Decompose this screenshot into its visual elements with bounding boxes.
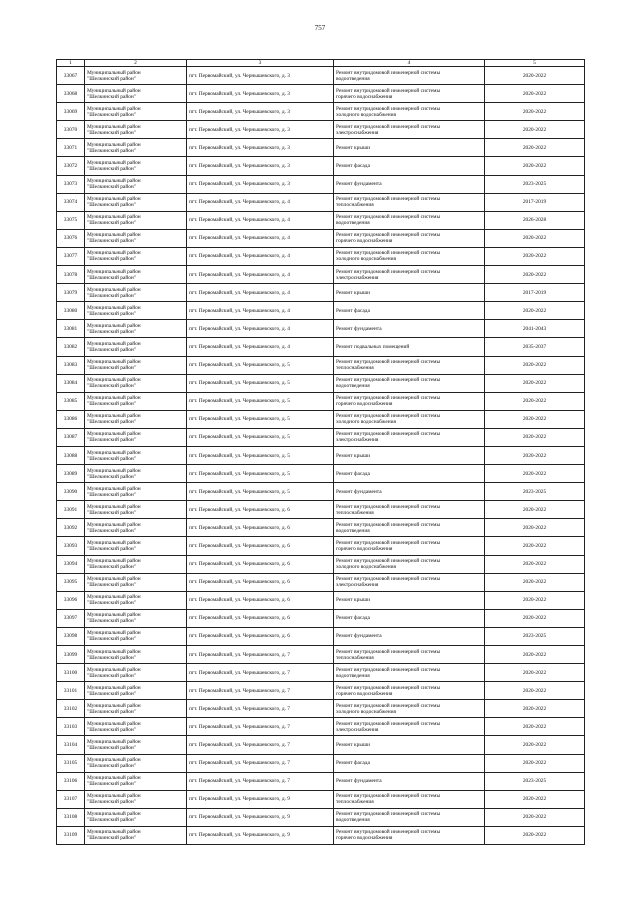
work-type-cell: Ремонт внутридомовой инженерной системы электроснабжения: [334, 428, 485, 446]
row-number-cell: 33076: [57, 229, 85, 247]
table-row: [57, 229, 585, 247]
municipality-cell: Муниципальный район "Шелкинский район": [85, 664, 187, 682]
period-cell: 2023-2025: [485, 772, 585, 790]
row-number-cell: 33070: [57, 121, 85, 139]
address-cell: пгт. Первомайский, ул. Чернышевского, д. 6: [187, 627, 334, 645]
table-row: [57, 446, 585, 464]
row-number-cell: 33104: [57, 736, 85, 754]
address-cell: пгт. Первомайский, ул. Чернышевского, д. 5: [187, 446, 334, 464]
work-type-cell: Ремонт внутридомовой инженерной системы горячего водоснабжения: [334, 229, 485, 247]
address-cell: пгт. Первомайский, ул. Чернышевского, д. 7: [187, 646, 334, 664]
municipality-cell: Муниципальный район "Шелкинский район": [85, 67, 187, 85]
address-cell: пгт. Первомайский, ул. Чернышевского, д. 5: [187, 465, 334, 483]
address-cell: пгт. Первомайский, ул. Чернышевского, д. 5: [187, 374, 334, 392]
work-type-cell: Ремонт фасада: [334, 465, 485, 483]
period-cell: 2023-2025: [485, 175, 585, 193]
municipality-cell: Муниципальный район "Шелкинский район": [85, 627, 187, 645]
address-cell: пгт. Первомайский, ул. Чернышевского, д. 5: [187, 410, 334, 428]
row-number-cell: 33099: [57, 646, 85, 664]
table-row: [57, 483, 585, 501]
period-cell: 2020-2022: [485, 374, 585, 392]
address-cell: пгт. Первомайский, ул. Чернышевского, д. 4: [187, 284, 334, 302]
period-cell: 2020-2022: [485, 537, 585, 555]
address-cell: пгт. Первомайский, ул. Чернышевского, д. 4: [187, 266, 334, 284]
table-row: [57, 736, 585, 754]
table-row: [57, 392, 585, 410]
row-number-cell: 33071: [57, 139, 85, 157]
period-cell: 2023-2025: [485, 627, 585, 645]
work-type-cell: Ремонт крыши: [334, 736, 485, 754]
table-row: [57, 338, 585, 356]
municipality-cell: Муниципальный район "Шелкинский район": [85, 465, 187, 483]
table-row: [57, 627, 585, 645]
municipality-cell: Муниципальный район "Шелкинский район": [85, 211, 187, 229]
period-cell: 2020-2022: [485, 85, 585, 103]
municipality-cell: Муниципальный район "Шелкинский район": [85, 410, 187, 428]
row-number-cell: 33084: [57, 374, 85, 392]
table-row: [57, 320, 585, 338]
table-row: [57, 537, 585, 555]
page-number: 757: [314, 24, 326, 32]
work-type-cell: Ремонт внутридомовой инженерной системы водоотведения: [334, 374, 485, 392]
row-number-cell: 33106: [57, 772, 85, 790]
work-type-cell: Ремонт фасада: [334, 609, 485, 627]
row-number-cell: 33091: [57, 501, 85, 519]
period-cell: 2020-2022: [485, 392, 585, 410]
municipality-cell: Муниципальный район "Шелкинский район": [85, 266, 187, 284]
address-cell: пгт. Первомайский, ул. Чернышевского, д. 3: [187, 85, 334, 103]
row-number-cell: 33079: [57, 284, 85, 302]
work-type-cell: Ремонт внутридомовой инженерной системы теплоснабжения: [334, 790, 485, 808]
municipality-cell: Муниципальный район "Шелкинский район": [85, 428, 187, 446]
table-row: [57, 573, 585, 591]
municipality-cell: Муниципальный район "Шелкинский район": [85, 338, 187, 356]
period-cell: 2020-2022: [485, 718, 585, 736]
municipality-cell: Муниципальный район "Шелкинский район": [85, 519, 187, 537]
table-row: [57, 609, 585, 627]
address-cell: пгт. Первомайский, ул. Чернышевского, д. 7: [187, 772, 334, 790]
address-cell: пгт. Первомайский, ул. Чернышевского, д. 9: [187, 790, 334, 808]
municipality-cell: Муниципальный район "Шелкинский район": [85, 229, 187, 247]
table-row: [57, 247, 585, 265]
row-number-cell: 33100: [57, 664, 85, 682]
period-cell: 2017-2019: [485, 193, 585, 211]
row-number-cell: 33089: [57, 465, 85, 483]
address-cell: пгт. Первомайский, ул. Чернышевского, д. 6: [187, 519, 334, 537]
address-cell: пгт. Первомайский, ул. Чернышевского, д. 4: [187, 338, 334, 356]
row-number-cell: 33108: [57, 808, 85, 826]
row-number-cell: 33094: [57, 555, 85, 573]
row-number-cell: 33087: [57, 428, 85, 446]
address-cell: пгт. Первомайский, ул. Чернышевского, д. 3: [187, 103, 334, 121]
work-type-cell: Ремонт фасада: [334, 157, 485, 175]
address-cell: пгт. Первомайский, ул. Чернышевского, д. 3: [187, 139, 334, 157]
period-cell: 2020-2022: [485, 121, 585, 139]
period-cell: 2020-2022: [485, 754, 585, 772]
work-type-cell: Ремонт внутридомовой инженерной системы холодного водоснабжения: [334, 410, 485, 428]
period-cell: 2023-2025: [485, 483, 585, 501]
municipality-cell: Муниципальный район "Шелкинский район": [85, 718, 187, 736]
period-cell: 2020-2022: [485, 501, 585, 519]
municipality-cell: Муниципальный район "Шелкинский район": [85, 537, 187, 555]
table-row: [57, 808, 585, 826]
column-header: 1: [57, 60, 85, 67]
table-row: [57, 356, 585, 374]
work-type-cell: Ремонт внутридомовой инженерной системы горячего водоснабжения: [334, 85, 485, 103]
table-row: [57, 193, 585, 211]
address-cell: пгт. Первомайский, ул. Чернышевского, д. 9: [187, 808, 334, 826]
municipality-cell: Муниципальный район "Шелкинский район": [85, 175, 187, 193]
row-number-cell: 33095: [57, 573, 85, 591]
row-number-cell: 33080: [57, 302, 85, 320]
row-number-cell: 33082: [57, 338, 85, 356]
address-cell: пгт. Первомайский, ул. Чернышевского, д. 6: [187, 591, 334, 609]
period-cell: 2020-2022: [485, 736, 585, 754]
row-number-cell: 33081: [57, 320, 85, 338]
period-cell: 2020-2022: [485, 826, 585, 844]
period-cell: 2020-2022: [485, 302, 585, 320]
address-cell: пгт. Первомайский, ул. Чернышевского, д. 7: [187, 664, 334, 682]
address-cell: пгт. Первомайский, ул. Чернышевского, д. 5: [187, 356, 334, 374]
row-number-cell: 33107: [57, 790, 85, 808]
row-number-cell: 33088: [57, 446, 85, 464]
municipality-cell: Муниципальный район "Шелкинский район": [85, 356, 187, 374]
municipality-cell: Муниципальный район "Шелкинский район": [85, 320, 187, 338]
table-row: [57, 591, 585, 609]
table-row: [57, 718, 585, 736]
work-type-cell: Ремонт внутридомовой инженерной системы теплоснабжения: [334, 193, 485, 211]
work-type-cell: Ремонт внутридомовой инженерной системы горячего водоснабжения: [334, 826, 485, 844]
column-header: 4: [334, 60, 485, 67]
work-type-cell: Ремонт крыши: [334, 139, 485, 157]
municipality-cell: Муниципальный район "Шелкинский район": [85, 808, 187, 826]
municipality-cell: Муниципальный район "Шелкинский район": [85, 374, 187, 392]
work-type-cell: Ремонт фундамента: [334, 627, 485, 645]
work-type-cell: Ремонт фундамента: [334, 320, 485, 338]
address-cell: пгт. Первомайский, ул. Чернышевского, д. 6: [187, 501, 334, 519]
period-cell: 2020-2022: [485, 247, 585, 265]
municipality-cell: Муниципальный район "Шелкинский район": [85, 555, 187, 573]
table-row: [57, 157, 585, 175]
work-type-cell: Ремонт внутридомовой инженерной системы холодного водоснабжения: [334, 700, 485, 718]
municipality-cell: Муниципальный район "Шелкинский район": [85, 501, 187, 519]
table-row: [57, 121, 585, 139]
period-cell: 2020-2022: [485, 67, 585, 85]
row-number-cell: 33068: [57, 85, 85, 103]
table-row: [57, 519, 585, 537]
work-type-cell: Ремонт внутридомовой инженерной системы горячего водоснабжения: [334, 392, 485, 410]
work-type-cell: Ремонт внутридомовой инженерной системы электроснабжения: [334, 266, 485, 284]
work-type-cell: Ремонт внутридомовой инженерной системы электроснабжения: [334, 718, 485, 736]
address-cell: пгт. Первомайский, ул. Чернышевского, д. 5: [187, 392, 334, 410]
municipality-cell: Муниципальный район "Шелкинский район": [85, 736, 187, 754]
row-number-cell: 33093: [57, 537, 85, 555]
table-row: [57, 682, 585, 700]
column-header: 3: [187, 60, 334, 67]
period-cell: 2020-2022: [485, 664, 585, 682]
period-cell: 2026-2028: [485, 211, 585, 229]
municipality-cell: Муниципальный район "Шелкинский район": [85, 446, 187, 464]
period-cell: 2020-2022: [485, 555, 585, 573]
municipality-cell: Муниципальный район "Шелкинский район": [85, 573, 187, 591]
row-number-cell: 33109: [57, 826, 85, 844]
table-row: [57, 555, 585, 573]
address-cell: пгт. Первомайский, ул. Чернышевского, д. 3: [187, 175, 334, 193]
row-number-cell: 33072: [57, 157, 85, 175]
work-type-cell: Ремонт фасада: [334, 754, 485, 772]
work-type-cell: Ремонт фундамента: [334, 772, 485, 790]
work-type-cell: Ремонт внутридомовой инженерной системы водоотведения: [334, 211, 485, 229]
address-cell: пгт. Первомайский, ул. Чернышевского, д. 4: [187, 193, 334, 211]
table-row: [57, 284, 585, 302]
table-row: [57, 664, 585, 682]
work-type-cell: Ремонт фундамента: [334, 483, 485, 501]
row-number-cell: 33075: [57, 211, 85, 229]
column-header: 5: [485, 60, 585, 67]
table-row: [57, 772, 585, 790]
municipality-cell: Муниципальный район "Шелкинский район": [85, 139, 187, 157]
table-row: [57, 211, 585, 229]
table-row: [57, 501, 585, 519]
row-number-cell: 33090: [57, 483, 85, 501]
period-cell: 2020-2022: [485, 139, 585, 157]
address-cell: пгт. Первомайский, ул. Чернышевского, д. 4: [187, 211, 334, 229]
work-type-cell: Ремонт внутридомовой инженерной системы водоотведения: [334, 67, 485, 85]
period-cell: 2020-2022: [485, 682, 585, 700]
work-type-cell: Ремонт внутридомовой инженерной системы теплоснабжения: [334, 501, 485, 519]
table-header-row: [57, 60, 585, 67]
row-number-cell: 33083: [57, 356, 85, 374]
work-type-cell: Ремонт внутридомовой инженерной системы горячего водоснабжения: [334, 682, 485, 700]
address-cell: пгт. Первомайский, ул. Чернышевского, д. 4: [187, 320, 334, 338]
table-row: [57, 103, 585, 121]
period-cell: 2020-2022: [485, 157, 585, 175]
work-type-cell: Ремонт подвальных помещений: [334, 338, 485, 356]
period-cell: 2020-2022: [485, 646, 585, 664]
address-cell: пгт. Первомайский, ул. Чернышевского, д. 6: [187, 573, 334, 591]
period-cell: 2020-2022: [485, 446, 585, 464]
municipality-cell: Муниципальный район "Шелкинский район": [85, 772, 187, 790]
municipality-cell: Муниципальный район "Шелкинский район": [85, 247, 187, 265]
row-number-cell: 33074: [57, 193, 85, 211]
table-row: [57, 139, 585, 157]
work-type-cell: Ремонт крыши: [334, 591, 485, 609]
table-row: [57, 790, 585, 808]
period-cell: 2020-2022: [485, 573, 585, 591]
row-number-cell: 33085: [57, 392, 85, 410]
column-header: 2: [85, 60, 187, 67]
address-cell: пгт. Первомайский, ул. Чернышевского, д. 4: [187, 229, 334, 247]
row-number-cell: 33086: [57, 410, 85, 428]
table-row: [57, 700, 585, 718]
address-cell: пгт. Первомайский, ул. Чернышевского, д. 7: [187, 682, 334, 700]
period-cell: 2020-2022: [485, 519, 585, 537]
work-type-cell: Ремонт крыши: [334, 446, 485, 464]
address-cell: пгт. Первомайский, ул. Чернышевского, д. 3: [187, 67, 334, 85]
period-cell: 2017-2019: [485, 284, 585, 302]
registry-table: [56, 59, 585, 845]
table-row: [57, 646, 585, 664]
work-type-cell: Ремонт внутридомовой инженерной системы холодного водоснабжения: [334, 103, 485, 121]
municipality-cell: Муниципальный район "Шелкинский район": [85, 646, 187, 664]
table-row: [57, 302, 585, 320]
period-cell: 2020-2022: [485, 808, 585, 826]
address-cell: пгт. Первомайский, ул. Чернышевского, д. 6: [187, 537, 334, 555]
row-number-cell: 33077: [57, 247, 85, 265]
period-cell: 2020-2022: [485, 609, 585, 627]
row-number-cell: 33092: [57, 519, 85, 537]
address-cell: пгт. Первомайский, ул. Чернышевского, д. 7: [187, 718, 334, 736]
table-row: [57, 826, 585, 844]
row-number-cell: 33096: [57, 591, 85, 609]
work-type-cell: Ремонт крыши: [334, 284, 485, 302]
period-cell: 2020-2022: [485, 103, 585, 121]
municipality-cell: Муниципальный район "Шелкинский район": [85, 103, 187, 121]
table-row: [57, 266, 585, 284]
address-cell: пгт. Первомайский, ул. Чернышевского, д. 3: [187, 157, 334, 175]
row-number-cell: 33097: [57, 609, 85, 627]
table-row: [57, 754, 585, 772]
municipality-cell: Муниципальный район "Шелкинский район": [85, 85, 187, 103]
address-cell: пгт. Первомайский, ул. Чернышевского, д. 7: [187, 736, 334, 754]
period-cell: 2020-2022: [485, 790, 585, 808]
period-cell: 2020-2022: [485, 356, 585, 374]
period-cell: 2041-2043: [485, 320, 585, 338]
work-type-cell: Ремонт внутридомовой инженерной системы холодного водоснабжения: [334, 555, 485, 573]
row-number-cell: 33103: [57, 718, 85, 736]
address-cell: пгт. Первомайский, ул. Чернышевского, д. 4: [187, 247, 334, 265]
work-type-cell: Ремонт внутридомовой инженерной системы водоотведения: [334, 519, 485, 537]
period-cell: 2020-2022: [485, 428, 585, 446]
address-cell: пгт. Первомайский, ул. Чернышевского, д. 5: [187, 483, 334, 501]
work-type-cell: Ремонт внутридомовой инженерной системы электроснабжения: [334, 573, 485, 591]
municipality-cell: Муниципальный район "Шелкинский район": [85, 193, 187, 211]
period-cell: 2035-2037: [485, 338, 585, 356]
row-number-cell: 33102: [57, 700, 85, 718]
municipality-cell: Муниципальный район "Шелкинский район": [85, 609, 187, 627]
work-type-cell: Ремонт внутридомовой инженерной системы электроснабжения: [334, 121, 485, 139]
work-type-cell: Ремонт внутридомовой инженерной системы теплоснабжения: [334, 356, 485, 374]
municipality-cell: Муниципальный район "Шелкинский район": [85, 700, 187, 718]
table-row: [57, 374, 585, 392]
municipality-cell: Муниципальный район "Шелкинский район": [85, 826, 187, 844]
municipality-cell: Муниципальный район "Шелкинский район": [85, 392, 187, 410]
table-row: [57, 175, 585, 193]
work-type-cell: Ремонт внутридомовой инженерной системы водоотведения: [334, 664, 485, 682]
address-cell: пгт. Первомайский, ул. Чернышевского, д. 7: [187, 700, 334, 718]
period-cell: 2020-2022: [485, 465, 585, 483]
address-cell: пгт. Первомайский, ул. Чернышевского, д. 9: [187, 826, 334, 844]
row-number-cell: 33073: [57, 175, 85, 193]
municipality-cell: Муниципальный район "Шелкинский район": [85, 157, 187, 175]
address-cell: пгт. Первомайский, ул. Чернышевского, д. 7: [187, 754, 334, 772]
address-cell: пгт. Первомайский, ул. Чернышевского, д. 6: [187, 609, 334, 627]
work-type-cell: Ремонт внутридомовой инженерной системы водоотведения: [334, 808, 485, 826]
municipality-cell: Муниципальный район "Шелкинский район": [85, 682, 187, 700]
municipality-cell: Муниципальный район "Шелкинский район": [85, 591, 187, 609]
row-number-cell: 33105: [57, 754, 85, 772]
address-cell: пгт. Первомайский, ул. Чернышевского, д. 5: [187, 428, 334, 446]
period-cell: 2020-2022: [485, 266, 585, 284]
work-type-cell: Ремонт внутридомовой инженерной системы холодного водоснабжения: [334, 247, 485, 265]
work-type-cell: Ремонт фундамента: [334, 175, 485, 193]
municipality-cell: Муниципальный район "Шелкинский район": [85, 483, 187, 501]
address-cell: пгт. Первомайский, ул. Чернышевского, д. 4: [187, 302, 334, 320]
row-number-cell: 33069: [57, 103, 85, 121]
period-cell: 2020-2022: [485, 591, 585, 609]
row-number-cell: 33078: [57, 266, 85, 284]
period-cell: 2020-2022: [485, 410, 585, 428]
address-cell: пгт. Первомайский, ул. Чернышевского, д. 6: [187, 555, 334, 573]
municipality-cell: Муниципальный район "Шелкинский район": [85, 284, 187, 302]
period-cell: 2020-2022: [485, 700, 585, 718]
work-type-cell: Ремонт внутридомовой инженерной системы горячего водоснабжения: [334, 537, 485, 555]
table-row: [57, 410, 585, 428]
table-row: [57, 428, 585, 446]
table-row: [57, 67, 585, 85]
table-row: [57, 85, 585, 103]
work-type-cell: Ремонт фасада: [334, 302, 485, 320]
municipality-cell: Муниципальный район "Шелкинский район": [85, 790, 187, 808]
period-cell: 2020-2022: [485, 229, 585, 247]
row-number-cell: 33101: [57, 682, 85, 700]
municipality-cell: Муниципальный район "Шелкинский район": [85, 754, 187, 772]
municipality-cell: Муниципальный район "Шелкинский район": [85, 302, 187, 320]
row-number-cell: 33067: [57, 67, 85, 85]
table-row: [57, 465, 585, 483]
municipality-cell: Муниципальный район "Шелкинский район": [85, 121, 187, 139]
row-number-cell: 33098: [57, 627, 85, 645]
work-type-cell: Ремонт внутридомовой инженерной системы теплоснабжения: [334, 646, 485, 664]
address-cell: пгт. Первомайский, ул. Чернышевского, д. 3: [187, 121, 334, 139]
